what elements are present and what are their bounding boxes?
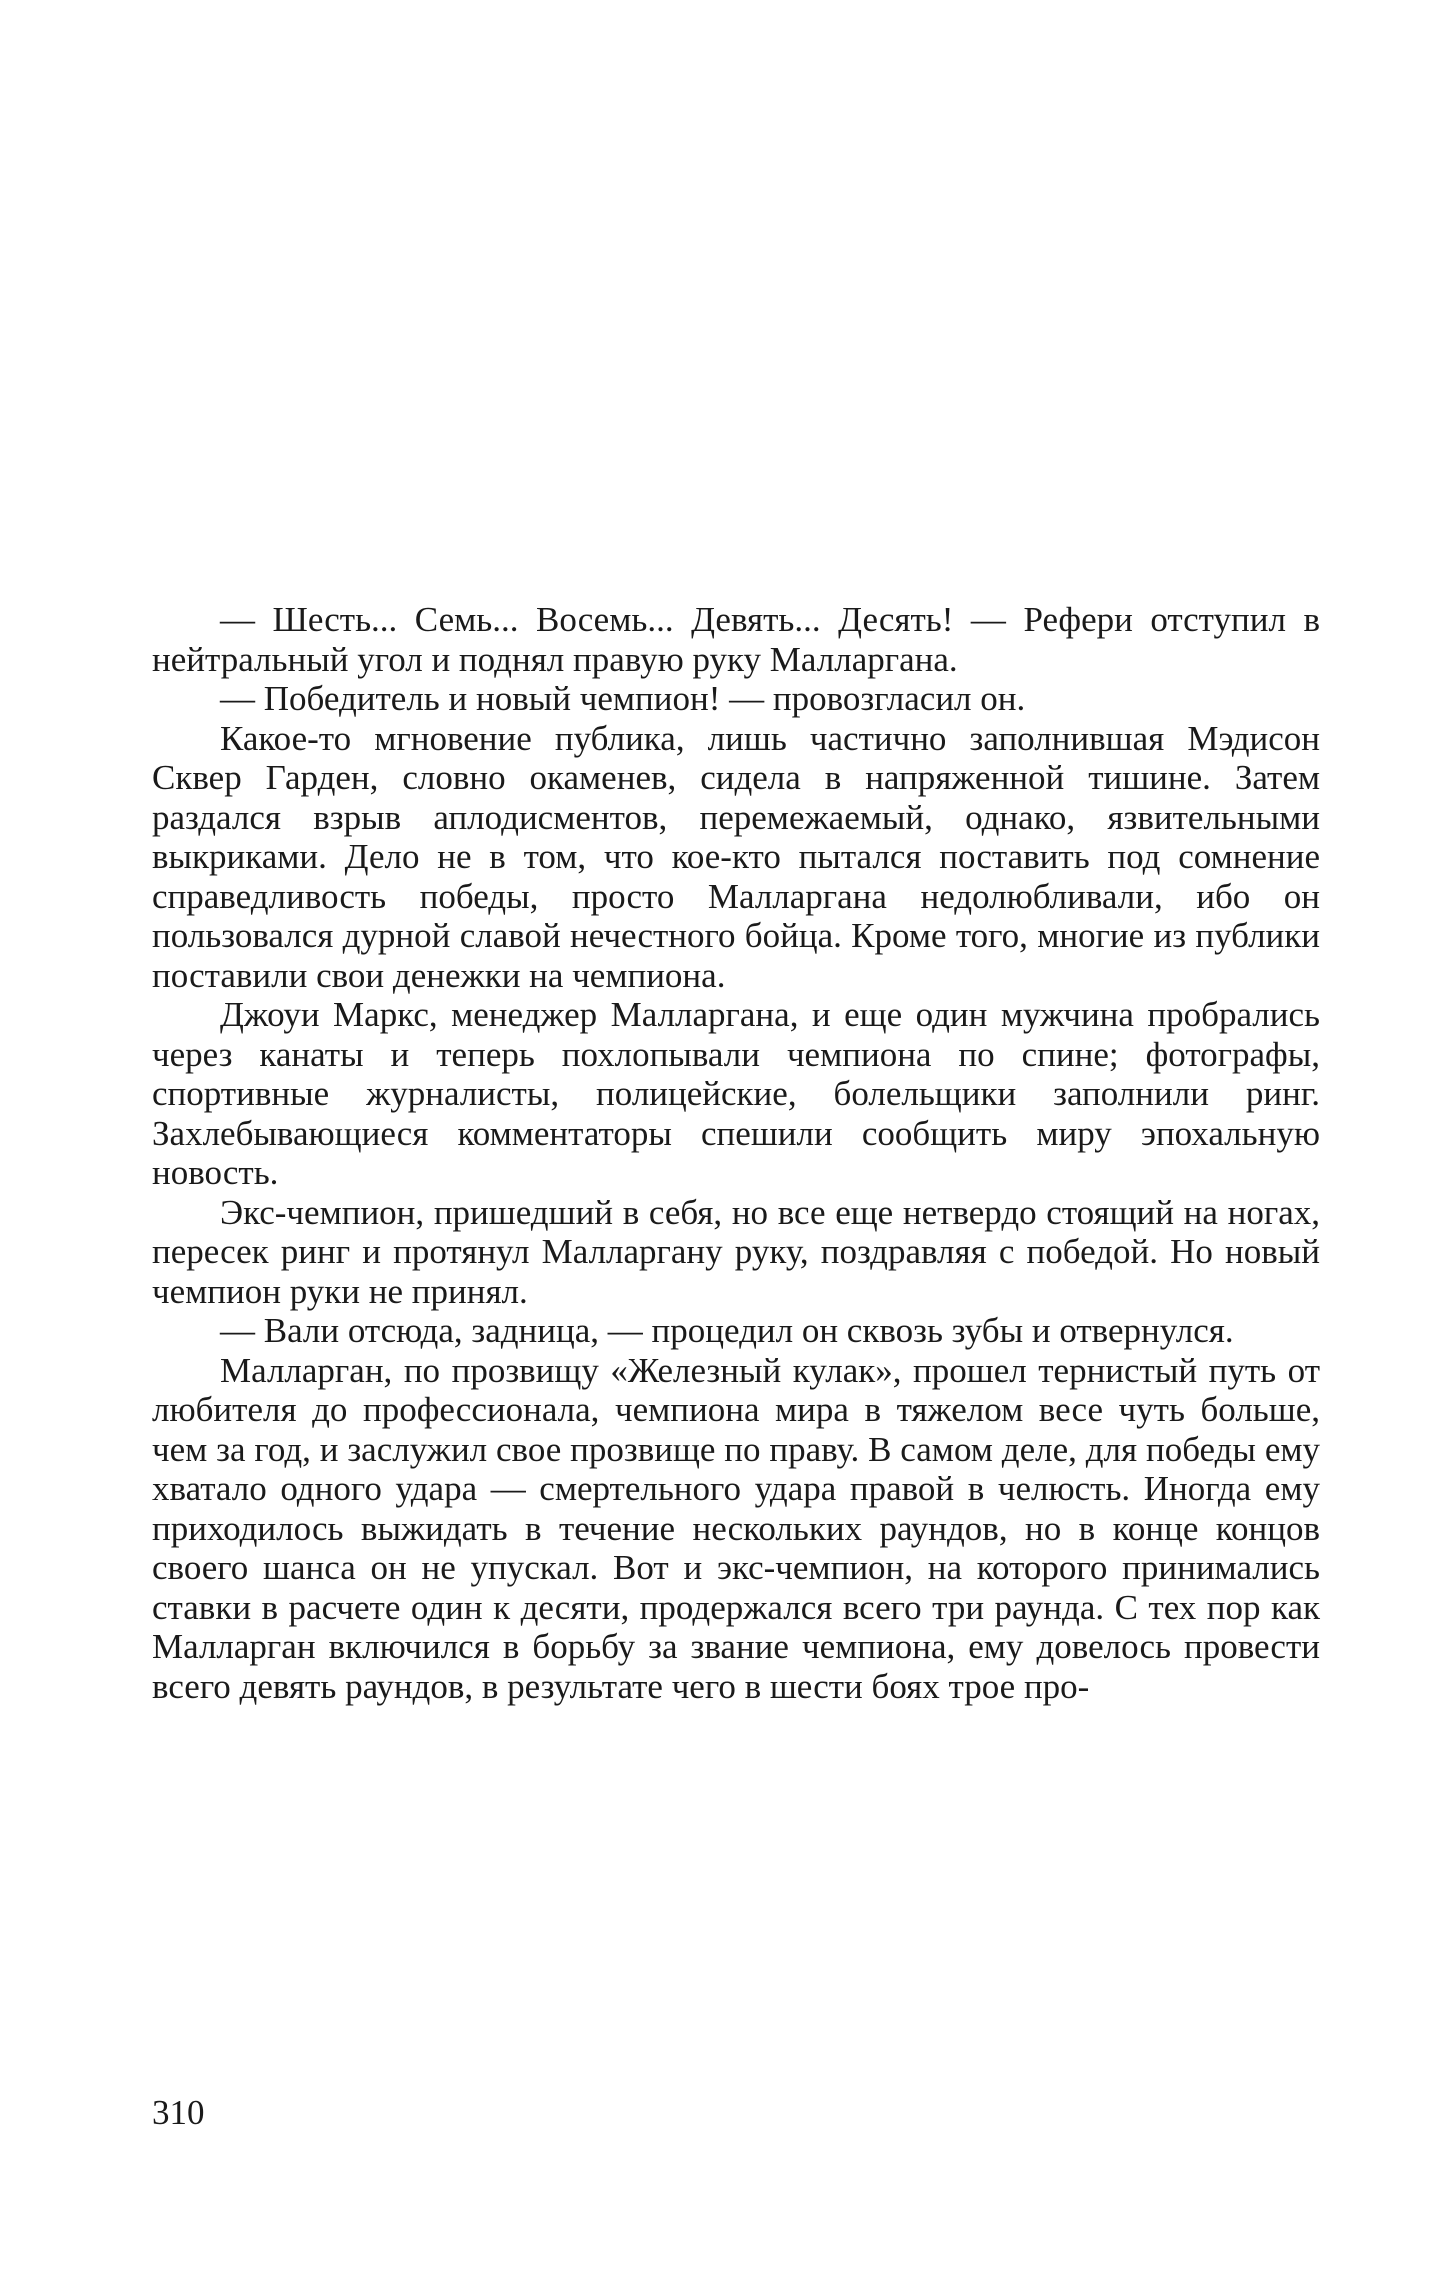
- paragraph: — Победитель и новый чемпион! — провозгласил он.: [220, 679, 1026, 718]
- paragraph: — Вали отсюда, задница, — процедил он сквозь зубы и отвернулся.: [220, 1311, 1234, 1350]
- paragraph: Какое-то мгновение публика, лишь частично заполнившая Мэдисон Сквер Гарден, словно окаменев, сидела в напряженной тишине. Затем раздался взрыв аплодисментов, перемежаемый, однако, язвительными выкриками. Дело не в том, что кое-кто пытался поставить под сомнение справедливость победы, просто Малларгана недолюбливали, ибо он пользовался дурной славой нечестного бойца. Кроме того, многие из публики поставили свои денежки на чемпиона.: [152, 718, 1320, 995]
- paragraph: Экс-чемпион, пришедший в себя, но все еще нетвердо стоящий на ногах, пересек ринг и протянул Малларгану руку, поздравляя с победой. Но новый чемпион руки не принял.: [152, 1192, 1320, 1311]
- page-number: 310: [152, 2093, 205, 2132]
- body-text: [152, 600, 1320, 1706]
- paragraph: Джоуи Маркс, менеджер Малларгана, и еще один мужчина пробрались через канаты и теперь похлопывали чемпиона по спине; фотографы, спортивные журналисты, полицейские, болельщики заполнили ринг. Захлебывающиеся комментаторы спешили сообщить миру эпохальную новость.: [152, 995, 1320, 1192]
- paragraph: — Шесть... Семь... Восемь... Девять... Десять! — Рефери отступил в нейтральный угол и поднял правую руку Малларгана.: [152, 600, 1320, 679]
- paragraph: Малларган, по прозвищу «Железный кулак», прошел тернистый путь от любителя до профессионала, чемпиона мира в тяжелом весе чуть больше, чем за год, и заслужил свое прозвище по праву. В самом деле, для победы ему хватало одного удара — смертельного удара правой в челюсть. Иногда ему приходилось выжидать в течение нескольких раундов, но в конце концов своего шанса он не упускал. Вот и экс-чемпион, на которого принимались ставки в расчете один к десяти, продержался всего три раунда. С тех пор как Малларган включился в борьбу за звание чемпиона, ему довелось провести всего девять раундов, в результате чего в шести боях трое про-: [152, 1350, 1320, 1706]
